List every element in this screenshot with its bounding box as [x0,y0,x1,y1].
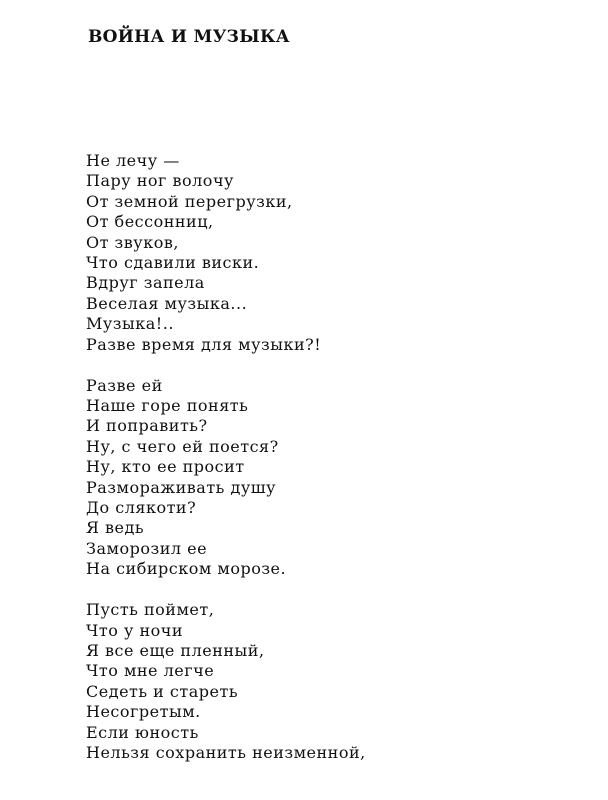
poem-line: Вдруг запела [86,273,205,293]
poem-line: Заморозил ее [86,538,208,558]
poem-line: Что сдавили виски. [86,253,260,273]
poem-line: До слякоти? [86,498,197,517]
poem-line: От бессонниц, [86,212,214,232]
poem-title: ВОЙНА И МУЗЫКА [88,27,290,47]
stanza-1 [86,151,546,355]
stanza-2 [86,376,546,580]
poem-line: Разве ей [86,375,163,395]
poem-line: От звуков, [86,232,179,252]
poem-body [86,151,546,763]
poem-line: Я ведь [86,518,145,538]
poem-line: Что мне легче [86,661,215,681]
poem-line: Наше горе понять [86,395,249,415]
poem-line: Если юность [86,722,199,742]
poem-line: От земной перегрузки, [86,191,293,211]
poem-line: Не лечу — [86,151,180,170]
poem-line: На сибирском морозе. [86,559,287,579]
stanza-3 [86,600,546,763]
poem-line: Разве время для музыки?! [86,334,322,354]
poem-line: Несогретым. [86,702,201,722]
poem-line: Что у ночи [86,620,183,640]
poem-line: Я все еще пленный, [86,640,265,660]
poem-line: Седеть и стареть [86,681,239,701]
poem-line: Нельзя сохранить неизменной, [86,742,366,762]
poem-line: Пусть поймет, [86,600,215,620]
poem-line: И поправить? [86,416,208,436]
poem-line: Веселая музыка... [86,293,248,313]
poem-line: Музыка!.. [86,314,174,334]
poem-line: Размораживать душу [86,477,277,497]
poem-line: Пару ног волочу [86,171,234,191]
poem-line: Ну, кто ее просит [86,457,245,477]
poem-line: Ну, с чего ей поется? [86,436,279,456]
